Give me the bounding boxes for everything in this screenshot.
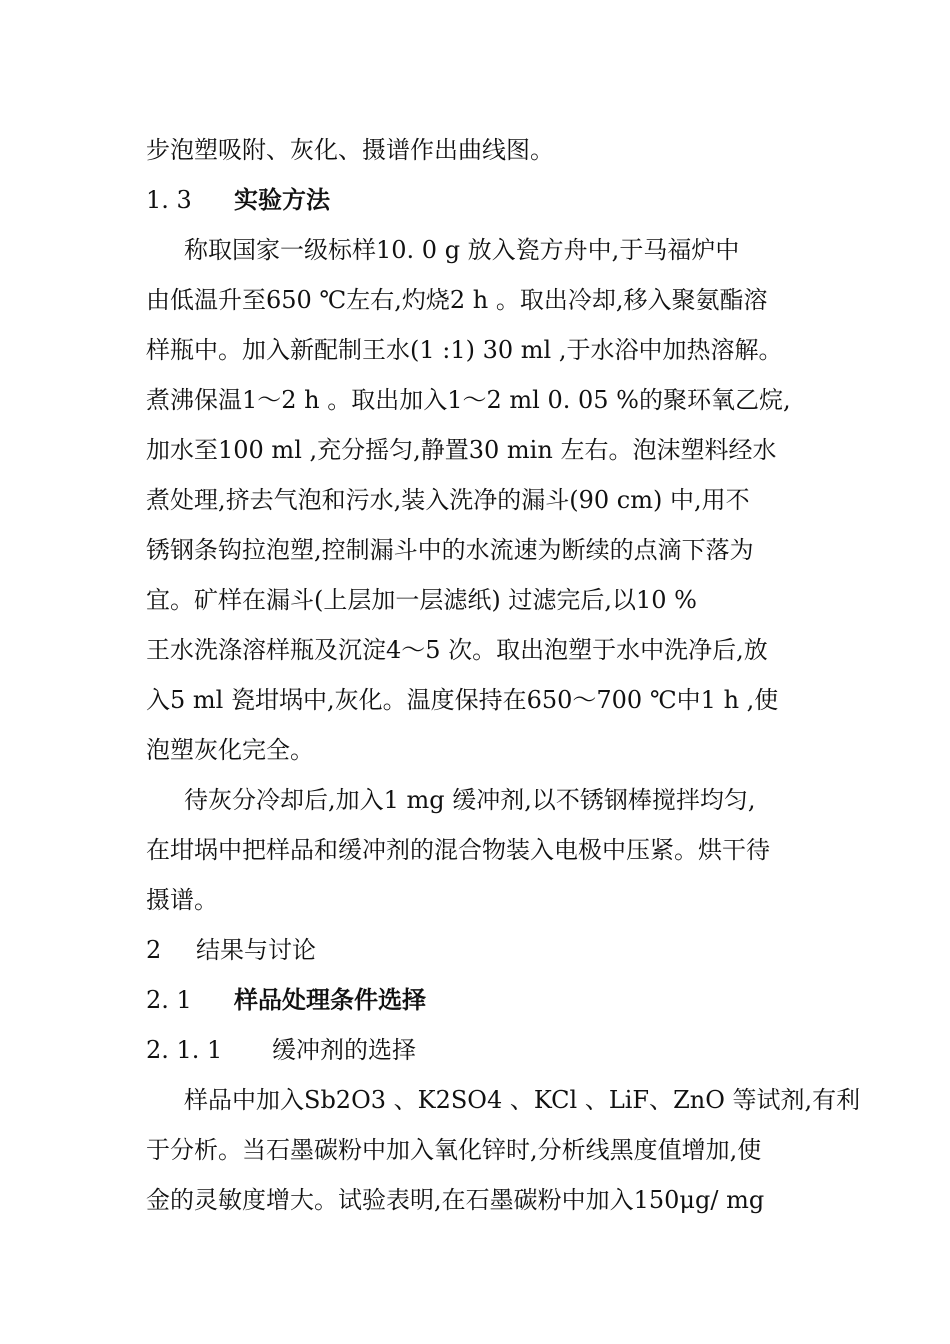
text-line: 煮处理,挤去气泡和污水,装入洗净的漏斗(90 cm) 中,用不 <box>146 486 750 514</box>
text-line: 泡塑灰化完全。 <box>146 736 314 764</box>
text-line: 称取国家一级标样10. 0 g 放入瓷方舟中,于马福炉中 <box>184 236 740 264</box>
heading-text: 缓冲剂的选择 <box>272 1036 416 1064</box>
text-line: 加水至100 ml ,充分摇匀,静置30 min 左右。泡沫塑料经水 <box>146 436 777 464</box>
heading-2-1-1 <box>146 1035 416 1065</box>
heading-number: 1. 3 <box>146 186 192 214</box>
text-line: 摄谱。 <box>146 886 218 914</box>
text-line: 在坩埚中把样品和缓冲剂的混合物装入电极中压紧。烘干待 <box>146 836 770 864</box>
heading-number: 2 <box>146 936 162 964</box>
text-line: 锈钢条钩拉泡塑,控制漏斗中的水流速为断续的点滴下落为 <box>146 536 754 564</box>
heading-text: 实验方法 <box>234 186 330 214</box>
heading-2 <box>146 935 316 965</box>
text-line: 由低温升至650 ℃左右,灼烧2 h 。取出冷却,移入聚氨酯溶 <box>146 286 768 314</box>
text-line: 样瓶中。加入新配制王水(1 :1) 30 ml ,于水浴中加热溶解。 <box>146 336 783 364</box>
text-line: 金的灵敏度增大。试验表明,在石墨碳粉中加入150μg/ mg <box>146 1186 765 1214</box>
text-line: 待灰分冷却后,加入1 mg 缓冲剂,以不锈钢棒搅拌均匀, <box>184 786 756 814</box>
text-line: 宜。矿样在漏斗(上层加一层滤纸) 过滤完后,以10 % <box>146 586 697 614</box>
text-line: 步泡塑吸附、灰化、摄谱作出曲线图。 <box>146 136 554 164</box>
text-line: 煮沸保温1～2 h 。取出加入1～2 ml 0. 05 %的聚环氧乙烷, <box>146 386 791 414</box>
heading-1-3 <box>146 185 330 215</box>
heading-text: 样品处理条件选择 <box>234 986 426 1014</box>
heading-text: 结果与讨论 <box>196 936 316 964</box>
text-line: 入5 ml 瓷坩埚中,灰化。温度保持在650～700 ℃中1 h ,使 <box>146 686 779 714</box>
text-line: 样品中加入Sb2O3 、K2SO4 、KCl 、LiF、ZnO 等试剂,有利 <box>184 1086 861 1114</box>
heading-2-1 <box>146 985 426 1015</box>
text-line: 于分析。当石墨碳粉中加入氧化锌时,分析线黑度值增加,使 <box>146 1136 762 1164</box>
heading-number: 2. 1 <box>146 986 192 1014</box>
heading-number: 2. 1. 1 <box>146 1036 223 1064</box>
text-line: 王水洗涤溶样瓶及沉淀4～5 次。取出泡塑于水中洗净后,放 <box>146 636 768 664</box>
